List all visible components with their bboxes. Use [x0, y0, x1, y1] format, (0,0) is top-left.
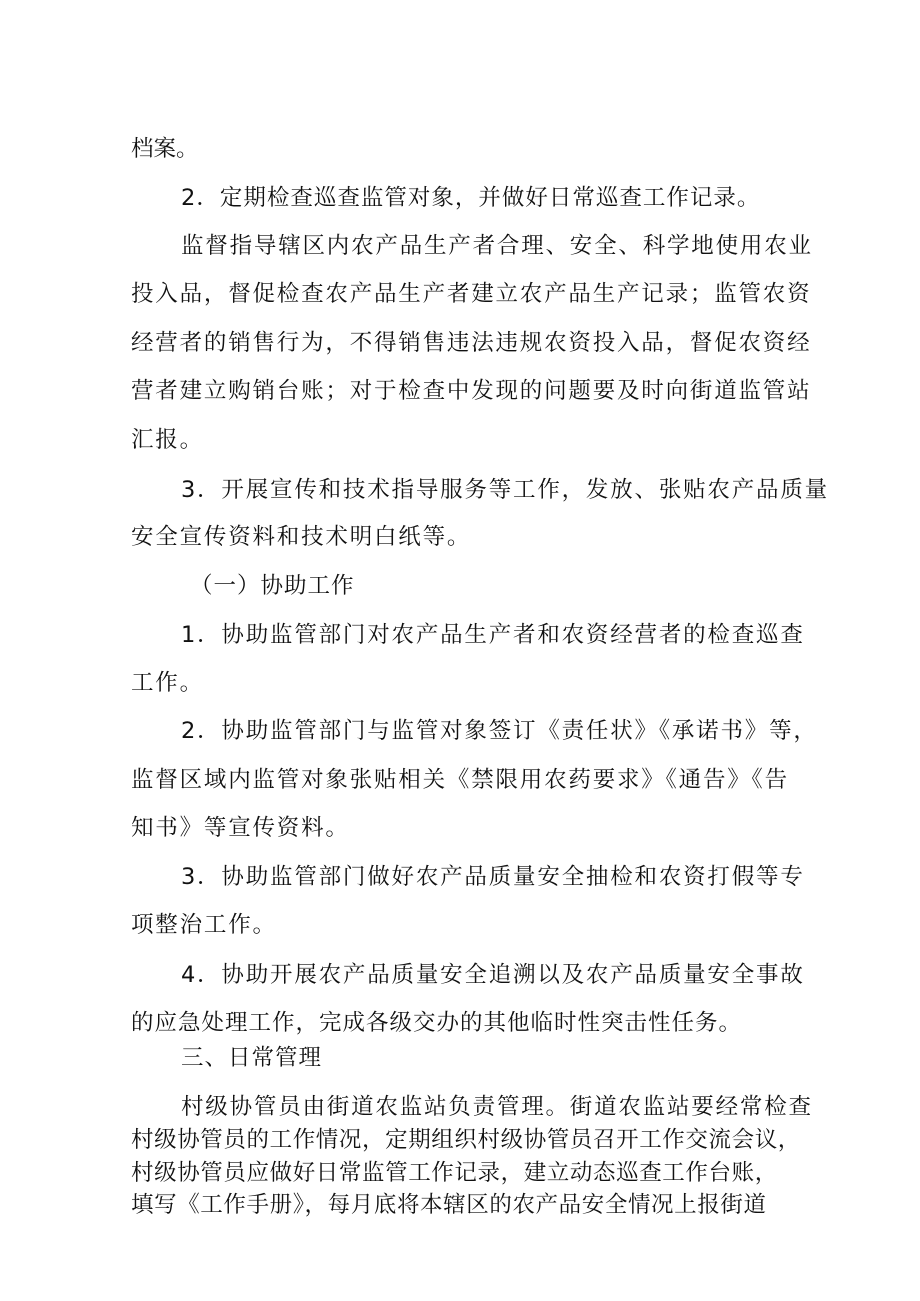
paragraph-line: 工作。 [131, 670, 204, 696]
paragraph-line: 填写《工作手册》，每月底将本辖区的农产品安全情况上报街道 [131, 1192, 767, 1218]
paragraph-line: 村级协管员应做好日常监管工作记录，建立动态巡查工作台账， [131, 1160, 778, 1186]
assist-item-3-line: 3．协助监管部门做好农产品质量安全抽检和农资打假等专 [181, 864, 805, 890]
paragraph-line: 的应急处理工作，完成各级交办的其他临时性突击性任务。 [131, 1010, 743, 1036]
paragraph-line: 项整治工作。 [131, 912, 277, 938]
paragraph-line: 知书》等宣传资料。 [131, 815, 350, 841]
paragraph-line: 安全宣传资料和技术明白纸等。 [131, 524, 472, 550]
section-heading: 三、日常管理 [181, 1045, 323, 1071]
paragraph-line: 投入品，督促检查农产品生产者建立农产品生产记录；监管农资 [131, 281, 812, 307]
paragraph-line: 村级协管员的工作情况，定期组织村级协管员召开工作交流会议， [131, 1127, 801, 1153]
paragraph-line: 监督区域内监管对象张贴相关《禁限用农药要求》《通告》《告 [131, 767, 789, 793]
section-heading: （一）协助工作 [190, 573, 355, 599]
paragraph-line: 经营者的销售行为，不得销售违法违规农资投入品，督促农资经 [131, 330, 812, 356]
assist-item-4-line: 4．协助开展农产品质量安全追溯以及农产品质量安全事故 [181, 962, 805, 988]
assist-item-1-line: 1．协助监管部门对农产品生产者和农资经营者的检查巡查 [181, 622, 805, 648]
item-2-line: 2．定期检查巡查监管对象，并做好日常巡查工作记录。 [181, 185, 761, 211]
assist-item-2-line: 2．协助监管部门与监管对象签订《责任状》《承诺书》等， [181, 718, 818, 744]
paragraph-line: 档案。 [131, 136, 199, 162]
paragraph-line: 监督指导辖区内农产品生产者合理、安全、科学地使用农业 [181, 233, 813, 259]
paragraph-line: 营者建立购销台账；对于检查中发现的问题要及时向街道监管站 [131, 378, 812, 404]
paragraph-line: 村级协管员由街道农监站负责管理。街道农监站要经常检查 [181, 1094, 813, 1120]
paragraph-line: 汇报。 [131, 427, 204, 453]
item-3-line: 3．开展宣传和技术指导服务等工作，发放、张贴农产品质量 [181, 477, 829, 503]
